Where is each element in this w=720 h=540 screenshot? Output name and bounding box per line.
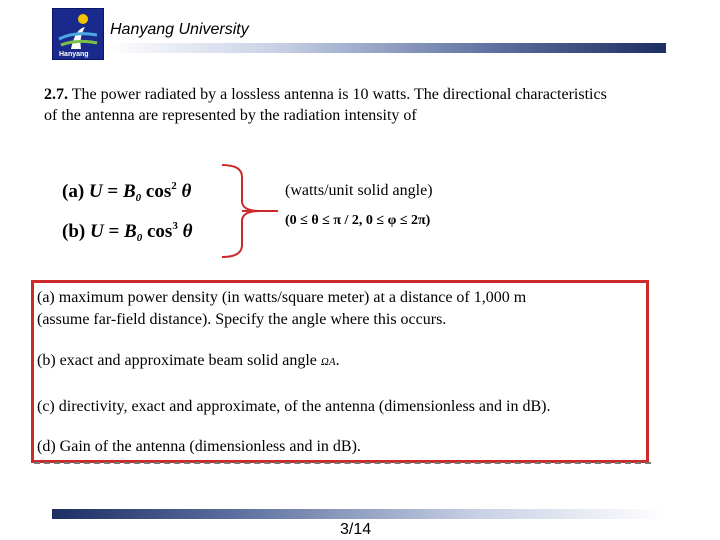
equation-a-cos: cos <box>145 181 172 202</box>
page-number: 3/14 <box>340 521 372 538</box>
equation-a-theta: θ <box>176 181 192 202</box>
university-name: Hanyang University <box>110 21 249 38</box>
equation-a-b-sub: 0 <box>135 192 142 204</box>
problem-text-line2: of the antenna are represented by the radiation intensity of <box>44 107 417 124</box>
hanyang-logo <box>52 8 104 60</box>
logo-text: Hanyang <box>59 51 89 58</box>
equation-b-label: (b) <box>62 221 86 242</box>
equation-a-label: (a) <box>62 181 85 202</box>
question-d: (d) Gain of the antenna (dimensionless and in dB). <box>37 438 361 455</box>
header-bar <box>104 43 666 53</box>
equation-b-theta: θ <box>177 221 193 242</box>
equation-a-equals: = <box>102 181 123 202</box>
question-b <box>37 350 340 373</box>
dashed-divider <box>34 462 651 464</box>
question-c: (c) directivity, exact and approximate, of the antenna (dimensionless and in dB). <box>37 398 551 415</box>
footer-bar <box>52 509 666 519</box>
equation-b-b-sub: 0 <box>136 232 143 244</box>
question-b-end: . <box>335 352 340 369</box>
equation-b <box>62 220 192 244</box>
question-a-line1: (a) maximum power density (in watts/square meter) at a distance of 1,000 m <box>37 289 527 306</box>
equation-b-equals: = <box>103 221 125 242</box>
equation-a-b: B <box>122 181 136 202</box>
question-a-line2: (assume far-field distance). Specify the angle where this occurs. <box>37 311 447 328</box>
equation-a-exponent: 2 <box>171 180 177 192</box>
brace-bracket <box>220 163 280 259</box>
domain-range: (0 ≤ θ ≤ π / 2, 0 ≤ φ ≤ 2π) <box>285 213 431 228</box>
beam-solid-angle-symbol: ΩA <box>320 356 336 368</box>
problem-statement <box>44 84 694 126</box>
equation-b-u: U <box>89 221 104 242</box>
equation-b-exponent: 3 <box>172 220 178 232</box>
equation-b-cos: cos <box>146 221 173 242</box>
units-label: (watts/unit solid angle) <box>285 182 433 199</box>
question-b-text: (b) exact and approximate beam solid angle <box>37 352 317 369</box>
problem-number: 2.7. <box>44 86 68 103</box>
problem-text-line1: The power radiated by a lossless antenna is 10 watts. The directional characteristics <box>68 86 607 103</box>
equation-a <box>62 180 191 204</box>
equation-b-b: B <box>124 221 137 242</box>
equation-a-u: U <box>88 181 103 202</box>
